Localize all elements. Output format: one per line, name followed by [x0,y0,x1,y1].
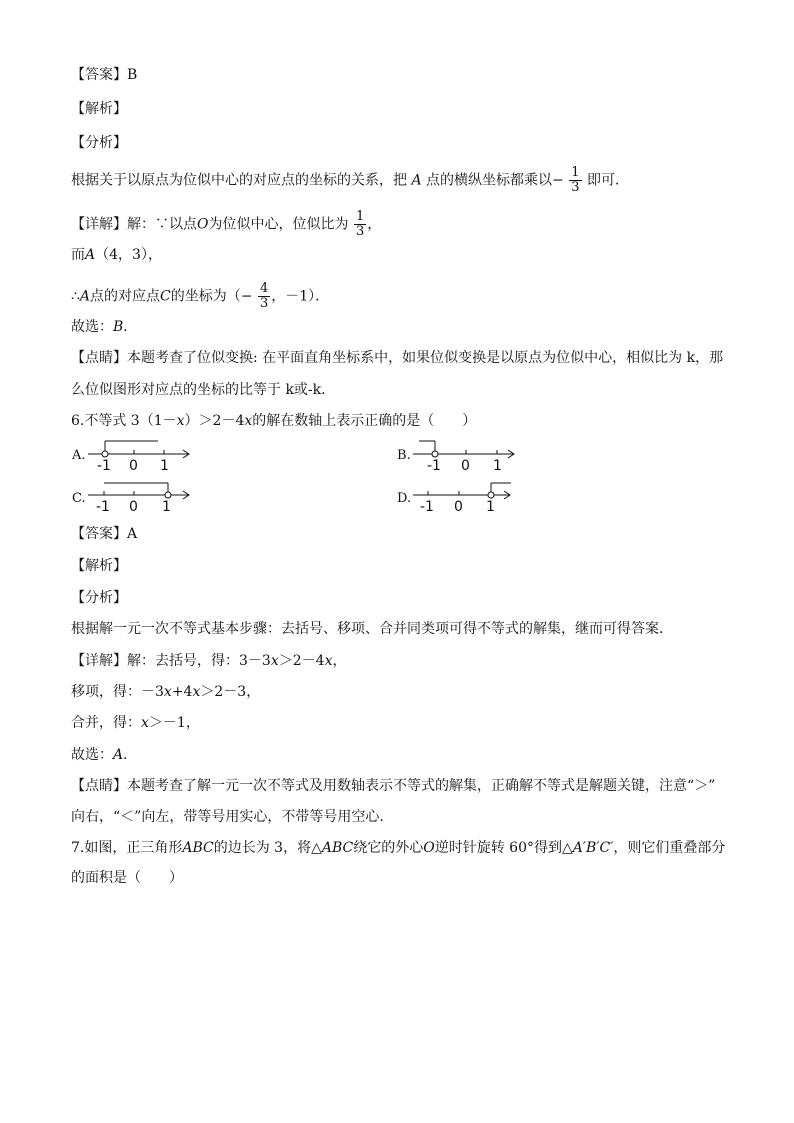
dianjing-1-cont: 么位似图形对应点的坐标的比等于 k或-k． [71,382,336,398]
question-6: 6.不等式 3（1－x）＞2－4x的解在数轴上表示正确的是（ ） [71,413,477,429]
var-a: A [411,172,422,189]
option-c-label: C. [72,491,86,506]
fraction: $\frac{1}{3}$ [355,209,365,239]
text: 即可． [586,172,629,189]
option-a-label: A. [72,448,86,463]
detail-2-line-1: 【详解】解：去括号，得：3－3x＞2－4x， [71,653,347,669]
tick-label: 0 [461,458,470,473]
fenxi-heading: 【分析】 [71,135,127,151]
analysis-heading-2: 【解析】 [71,558,127,574]
tick-label: -1 [427,458,441,473]
choice-line-2: 故选：A． [71,747,138,763]
tick-label: -1 [420,499,434,515]
dianjing-1: 【点睛】本题考查了位似变换: 在平面直角坐标系中，如果位似变换是以原点为位似中心，相似比为 k，那 [71,350,724,366]
detail-2-line-2: 移项，得：－3x+4x＞2－3， [71,684,261,700]
text: 根据关于以原点为位似中心的对应点的坐标的关系，把 [71,172,407,189]
tick-label: 0 [454,499,463,515]
dianjing-2-cont: 向右，“＜”向左，带等号用实心，不带等号用空心． [71,809,394,825]
answer-line: 【答案】B [71,67,138,83]
question-7: 7.如图，正三角形ABC的边长为 3，将△ABC绕它的外心O逆时针旋转 60°得到△A′B′C′，则它们重叠部分 [71,840,726,856]
detail-line-1: 【详解】解：∵以点O为位似中心，位似比为 $\frac{1}{3}$ ， [71,209,382,239]
tick-label: 1 [160,458,169,473]
option-d-label: D. [397,491,412,506]
tick-label: 1 [162,499,171,515]
fraction: $\frac{4}{3}$ [259,281,269,311]
tick-label: 1 [486,499,495,515]
tick-label: 0 [129,499,138,515]
text: 点的横纵坐标都乘以 [426,172,553,189]
detail-line-2: 而A（4，3）， [71,247,162,263]
tick-label: -1 [97,458,111,473]
choice-line: 故选：B． [71,319,138,335]
answer-line-2: 【答案】A [71,526,138,542]
detail-2-line-3: 合并，得：x＞－1， [71,715,200,731]
number-line-c [88,480,198,516]
analysis-text [71,166,629,195]
number-line-b [413,437,523,473]
fraction: $\frac{1}{3}$ [571,165,580,195]
tick-label: 0 [129,458,138,473]
tick-label: 1 [493,458,502,473]
var-o: O [197,216,209,233]
tick-label: -1 [96,499,110,515]
number-line-a [88,437,198,473]
detail-line-3: ∴A点的对应点C的坐标为（− $\frac{4}{3}$ ，－1）． [71,281,330,311]
analysis-text-2: 根据解一元一次不等式基本步骤：去括号、移项、合并同类项可得不等式的解集，继而可得答案． [71,621,673,637]
number-line-d [413,480,523,516]
question-7-cont: 的面积是（ ） [71,870,183,886]
dianjing-2: 【点睛】本题考查了解一元一次不等式及用数轴表示不等式的解集，正确解不等式是解题关键，注意“＞” [71,778,716,794]
analysis-heading: 【解析】 [71,101,127,117]
option-b-label: B. [397,448,411,463]
minus-sign: − [552,172,564,189]
fenxi-heading-2: 【分析】 [71,590,127,606]
